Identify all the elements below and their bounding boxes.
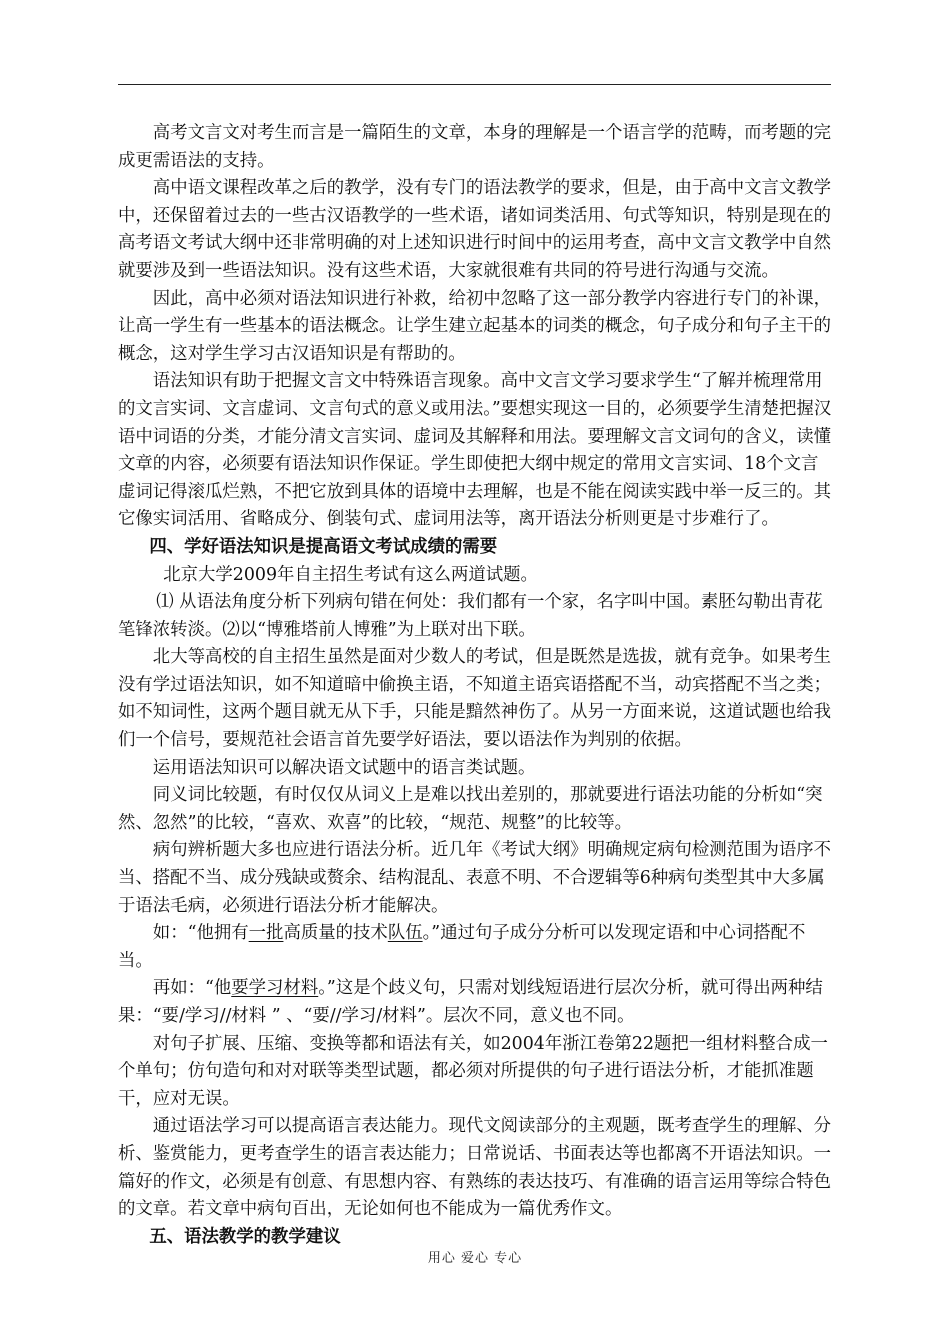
paragraph: 北大等高校的自主招生虽然是面对少数人的考试，但是既然是选拔，就有竞争。如果考生没有学过语法知识，如不知道暗中偷换主语，不知道主语宾语搭配不当，动宾搭配不当之类；如不知词性，这两个题目就无从下手，只能是黯然神伤了。从另一方面来说，这道试题也给我们一个信号，要规范社会语言首先要学好语法，要以语法作为判别的依据。 [118, 647, 832, 751]
example-text: 高质量的技术 [283, 923, 388, 944]
page-footer: 用心 爱心 专心 [427, 1251, 523, 1266]
example-text: 再如：“他 [152, 978, 232, 999]
exam-questions: ⑴ 从语法角度分析下列病句错在何处：我们都有一个家，名字叫中国。素胚勾勒出青花笔锋浓转淡。⑵以“博雅塔前人博雅”为上联对出下联。 [118, 592, 823, 640]
paragraph: 同义词比较题，有时仅仅从词义上是难以找出差别的，那就要进行语法功能的分析如“突然、忽然”的比较，“喜欢、欢喜”的比较，“规范、规整”的比较等。 [118, 785, 823, 833]
example-1 [118, 920, 833, 975]
paragraph: 通过语法学习可以提高语言表达能力。现代文阅读部分的主观题，既考查学生的理解、分析、鉴赏能力，更考查学生的语言表达能力；日常说话、书面表达等也都离不开语法知识。一篇好的作文，必须是有创意、有思想内容、有熟练的表达技巧、有准确的语言运用等综合特色的文章。若文章中病句百出，无论如何也不能成为一篇优秀作文。 [118, 1116, 832, 1220]
paragraph: 语法知识有助于把握文言文中特殊语言现象。高中文言文学习要求学生“了解并梳理常用的文言实词、文言虚词、文言句式的意义或用法。”要想实现这一目的，必须要学生清楚把握汉语中词语的分类，才能分清文言实词、虚词及其解释和用法。要理解文言文词句的含义，读懂文章的内容，必须要有语法知识作保证。学生即使把大纲中规定的常用文言实词、18个文言虚词记得滚瓜烂熟，不把它放到具体的语境中去理解，也是不能在阅读实践中举一反三的。其它像实词活用、省略成分、倒装句式、虚词用法等，离开语法分析则更是寸步难行了。 [118, 371, 832, 530]
example-text: 。”通过句子成分分析可以发现定语和中心词搭配不当。 [118, 923, 806, 971]
example-2 [118, 975, 833, 1030]
section-heading-4: 四、学好语法知识是提高语文考试成绩的需要 [149, 536, 498, 557]
underlined-phrase: 一批 [248, 923, 284, 944]
paragraph: 高中语文课程改革之后的教学，没有专门的语法教学的要求，但是，由于高中文言文教学中，还保留着过去的一些古汉语教学的一些术语，诸如词类活用、句式等知识，特别是现在的高考语文考试大纲中还非常明确的对上述知识进行时间中的运用考查，高中文言文教学中自然就要涉及到一些语法知识。没有这些术语，大家就很难有共同的符号进行沟通与交流。 [118, 178, 832, 281]
example-text: 如：“他拥有 [152, 923, 249, 944]
example-text: 。”这是个歧义句，只需对划线短语进行层次分析，就可得出两种结果：“要/学习//材料 ” 、“要//学习/材料”。层次不同，意义也不同。 [118, 978, 823, 1026]
paragraph: 对句子扩展、压缩、变换等都和语法有关，如2004年浙江卷第22题把一组材料整合成一个单句；仿句造句和对对联等类型试题，都必须对所提供的句子进行语法分析，才能抓准题干，应对无误。 [118, 1033, 828, 1109]
exam-intro: 北京大学2009年自主招生考试有这么两道试题。 [163, 564, 538, 585]
section-heading-5: 五、语法教学的教学建议 [149, 1226, 341, 1247]
underlined-phrase: 要学习材料 [231, 978, 319, 999]
paragraph: 运用语法知识可以解决语文试题中的语言类试题。 [152, 757, 536, 778]
paragraph: 高考文言文对考生而言是一篇陌生的文章，本身的理解是一个语言学的范畴，而考题的完成更需语法的支持。 [118, 123, 832, 171]
header-rule [118, 84, 831, 85]
underlined-phrase: 队伍 [387, 923, 423, 944]
paragraph: 病句辨析题大多也应进行语法分析。近几年《考试大纲》明确规定病句检测范围为语序不当、搭配不当、成分残缺或赘余、结构混乱、表意不明、不合逻辑等6种病句类型其中大多属于语法毛病，必须进行语法分析才能解决。 [118, 840, 832, 916]
paragraph: 因此，高中必须对语法知识进行补救，给初中忽略了这一部分教学内容进行专门的补课，让高一学生有一些基本的语法概念。让学生建立起基本的词类的概念，句子成分和句子主干的概念，这对学生学习古汉语知识是有帮助的。 [118, 288, 832, 364]
document-body [118, 120, 833, 1251]
